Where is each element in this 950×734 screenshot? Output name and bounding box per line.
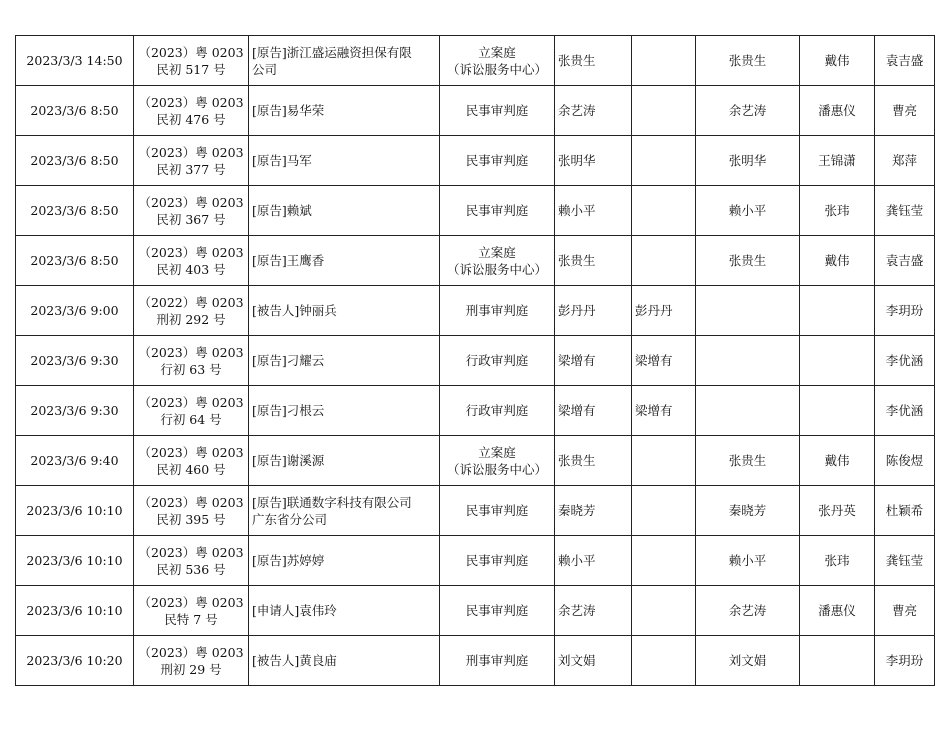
case-number-cell-line: 民初 536 号 (156, 561, 226, 577)
clerk-cell (875, 436, 935, 486)
judge-cell-text: 彭丹丹 (558, 303, 596, 318)
case-number-cell-line: 刑初 292 号 (156, 311, 226, 327)
undertaking-judge-cell (632, 186, 696, 236)
tribunal-cell (440, 286, 555, 336)
case-number-cell-line: 民特 7 号 (164, 611, 218, 627)
party-cell (249, 136, 440, 186)
case-number-cell (134, 236, 249, 286)
clerk-cell (875, 336, 935, 386)
party-cell (249, 586, 440, 636)
hearing-time-cell (16, 486, 134, 536)
judge-cell (555, 586, 632, 636)
tribunal-cell-line: （诉讼服务中心） (446, 261, 547, 277)
party-cell-line: 广东省分公司 (252, 511, 328, 527)
tribunal-cell (440, 136, 555, 186)
table-row (16, 586, 935, 636)
party-cell-line: [原告]刁耀云 (252, 353, 325, 368)
case-number-cell-line: （2023）粤 0203 (138, 244, 244, 260)
undertaking-judge-cell-text: 梁增有 (635, 403, 673, 418)
judge-cell (555, 236, 632, 286)
clerk-cell (875, 586, 935, 636)
tribunal-cell (440, 36, 555, 86)
undertaking-judge-cell (632, 436, 696, 486)
table-row (16, 86, 935, 136)
clerk-cell-text: 袁吉盛 (885, 253, 924, 268)
clerk-cell (875, 136, 935, 186)
tribunal-cell-line: 民事审判庭 (465, 603, 529, 618)
case-number-cell-line: （2023）粤 0203 (138, 594, 244, 610)
tribunal-cell-line: 刑事审判庭 (465, 303, 529, 318)
tribunal-cell-line: 行政审判庭 (465, 353, 529, 368)
clerk-cell-text: 曹亮 (891, 603, 917, 618)
panel-member-cell (800, 386, 875, 436)
judge-cell (555, 436, 632, 486)
party-cell-line: [原告]浙江盛运融资担保有限 (252, 44, 412, 60)
panel-member-cell (800, 86, 875, 136)
presiding-judge-cell (696, 386, 800, 436)
tribunal-cell-line: 行政审判庭 (465, 403, 529, 418)
table-row (16, 286, 935, 336)
panel-member-cell-text: 戴伟 (824, 253, 850, 268)
clerk-cell (875, 486, 935, 536)
panel-member-cell-text: 戴伟 (824, 53, 850, 68)
table-row (16, 136, 935, 186)
party-cell (249, 386, 440, 436)
hearing-time-cell-text: 2023/3/6 8:50 (30, 103, 119, 118)
hearing-time-cell (16, 386, 134, 436)
case-number-cell-line: （2023）粤 0203 (138, 94, 244, 110)
judge-cell-text: 梁增有 (558, 353, 596, 368)
party-cell (249, 636, 440, 686)
hearing-time-cell (16, 36, 134, 86)
clerk-cell-text: 郑萍 (891, 153, 917, 168)
hearing-time-cell-text: 2023/3/6 9:30 (30, 403, 119, 418)
presiding-judge-cell-text: 张明华 (728, 153, 767, 168)
party-cell-line: [原告]赖斌 (252, 203, 312, 218)
hearing-time-cell (16, 286, 134, 336)
case-number-cell (134, 86, 249, 136)
case-number-cell-line: （2023）粤 0203 (138, 444, 244, 460)
undertaking-judge-cell (632, 336, 696, 386)
case-number-cell-line: 行初 64 号 (160, 411, 222, 427)
party-cell (249, 286, 440, 336)
hearing-time-cell (16, 636, 134, 686)
case-number-cell-line: （2023）粤 0203 (138, 644, 244, 660)
party-cell (249, 536, 440, 586)
undertaking-judge-cell (632, 486, 696, 536)
undertaking-judge-cell (632, 536, 696, 586)
party-cell-line: [原告]马军 (252, 153, 312, 168)
presiding-judge-cell (696, 636, 800, 686)
presiding-judge-cell-text: 张贵生 (728, 53, 767, 68)
case-number-cell-line: （2023）粤 0203 (138, 144, 244, 160)
panel-member-cell-text: 张丹英 (818, 503, 856, 518)
presiding-judge-cell-text: 刘文娟 (728, 653, 767, 668)
hearing-time-cell (16, 586, 134, 636)
clerk-cell-text: 曹亮 (891, 103, 917, 118)
hearing-time-cell (16, 186, 134, 236)
presiding-judge-cell (696, 436, 800, 486)
hearing-time-cell-text: 2023/3/3 14:50 (26, 53, 123, 68)
case-number-cell-line: （2023）粤 0203 (138, 194, 244, 210)
judge-cell (555, 536, 632, 586)
hearing-time-cell-text: 2023/3/6 10:10 (26, 503, 123, 518)
case-number-cell (134, 436, 249, 486)
undertaking-judge-cell (632, 286, 696, 336)
case-number-cell (134, 286, 249, 336)
judge-cell (555, 286, 632, 336)
case-number-cell (134, 336, 249, 386)
presiding-judge-cell-text: 余艺涛 (728, 603, 767, 618)
presiding-judge-cell-text: 秦晓芳 (728, 503, 767, 518)
presiding-judge-cell-text: 张贵生 (728, 253, 767, 268)
presiding-judge-cell (696, 486, 800, 536)
panel-member-cell (800, 236, 875, 286)
hearing-time-cell-text: 2023/3/6 8:50 (30, 153, 119, 168)
party-cell (249, 36, 440, 86)
undertaking-judge-cell (632, 36, 696, 86)
party-cell-line: [原告]易华荣 (252, 103, 325, 118)
presiding-judge-cell-text: 赖小平 (728, 203, 767, 218)
panel-member-cell (800, 336, 875, 386)
tribunal-cell (440, 386, 555, 436)
clerk-cell (875, 236, 935, 286)
tribunal-cell-line: 立案庭 (478, 44, 516, 60)
table-row (16, 436, 935, 486)
judge-cell-text: 余艺涛 (558, 603, 596, 618)
presiding-judge-cell (696, 236, 800, 286)
undertaking-judge-cell (632, 136, 696, 186)
presiding-judge-cell (696, 286, 800, 336)
panel-member-cell-text: 王锦潇 (818, 153, 856, 168)
presiding-judge-cell (696, 136, 800, 186)
panel-member-cell-text: 张玮 (824, 203, 850, 218)
table-row (16, 186, 935, 236)
undertaking-judge-cell (632, 586, 696, 636)
case-number-cell (134, 486, 249, 536)
panel-member-cell-text: 潘惠仪 (818, 603, 856, 618)
judge-cell (555, 386, 632, 436)
judge-cell (555, 486, 632, 536)
hearing-time-cell (16, 536, 134, 586)
undertaking-judge-cell (632, 236, 696, 286)
clerk-cell-text: 杜颖希 (885, 503, 924, 518)
presiding-judge-cell-text: 余艺涛 (728, 103, 767, 118)
hearing-time-cell-text: 2023/3/6 9:00 (30, 303, 119, 318)
presiding-judge-cell-text: 赖小平 (728, 553, 767, 568)
table-row (16, 336, 935, 386)
clerk-cell-text: 李优涵 (885, 403, 924, 418)
case-number-cell-line: （2023）粤 0203 (138, 44, 244, 60)
party-cell-line: [原告]谢溪源 (252, 453, 325, 468)
table-body (16, 36, 935, 686)
case-number-cell-line: （2023）粤 0203 (138, 494, 244, 510)
undertaking-judge-cell-text: 梁增有 (635, 353, 673, 368)
undertaking-judge-cell (632, 386, 696, 436)
hearing-time-cell (16, 336, 134, 386)
panel-member-cell (800, 536, 875, 586)
tribunal-cell (440, 636, 555, 686)
tribunal-cell (440, 86, 555, 136)
table-row (16, 636, 935, 686)
table-row (16, 36, 935, 86)
tribunal-cell (440, 536, 555, 586)
presiding-judge-cell (696, 186, 800, 236)
tribunal-cell (440, 336, 555, 386)
clerk-cell (875, 86, 935, 136)
judge-cell-text: 赖小平 (558, 203, 596, 218)
hearing-time-cell-text: 2023/3/6 10:20 (26, 653, 123, 668)
presiding-judge-cell (696, 536, 800, 586)
hearing-time-cell (16, 436, 134, 486)
case-number-cell-line: 民初 395 号 (156, 511, 226, 527)
party-cell (249, 86, 440, 136)
tribunal-cell-line: 立案庭 (478, 444, 516, 460)
panel-member-cell (800, 586, 875, 636)
presiding-judge-cell (696, 336, 800, 386)
clerk-cell-text: 陈俊煜 (885, 453, 924, 468)
clerk-cell-text: 李优涵 (885, 353, 924, 368)
clerk-cell (875, 36, 935, 86)
presiding-judge-cell-text: 张贵生 (728, 453, 767, 468)
hearing-time-cell-text: 2023/3/6 10:10 (26, 603, 123, 618)
party-cell-line: [被告人]钟丽兵 (252, 303, 337, 318)
hearing-time-cell-text: 2023/3/6 8:50 (30, 203, 119, 218)
hearing-time-cell (16, 86, 134, 136)
case-number-cell-line: 民初 517 号 (156, 61, 226, 77)
panel-member-cell (800, 186, 875, 236)
judge-cell (555, 136, 632, 186)
panel-member-cell-text: 戴伟 (824, 453, 850, 468)
tribunal-cell (440, 586, 555, 636)
tribunal-cell-line: 立案庭 (478, 244, 516, 260)
case-number-cell-line: 行初 63 号 (160, 361, 222, 377)
hearing-time-cell-text: 2023/3/6 9:30 (30, 353, 119, 368)
case-number-cell-line: （2023）粤 0203 (138, 394, 244, 410)
presiding-judge-cell (696, 36, 800, 86)
clerk-cell-text: 李玥玢 (885, 303, 924, 318)
clerk-cell (875, 636, 935, 686)
case-number-cell-line: 民初 367 号 (156, 211, 226, 227)
hearing-time-cell-text: 2023/3/6 9:40 (30, 453, 119, 468)
undertaking-judge-cell-text: 彭丹丹 (635, 303, 673, 318)
party-cell-line: [原告]联通数字科技有限公司 (252, 494, 412, 510)
judge-cell-text: 梁增有 (558, 403, 596, 418)
panel-member-cell (800, 436, 875, 486)
hearing-schedule-table (15, 35, 935, 686)
panel-member-cell-text: 潘惠仪 (818, 103, 856, 118)
hearing-time-cell-text: 2023/3/6 8:50 (30, 253, 119, 268)
tribunal-cell-line: 民事审判庭 (465, 203, 529, 218)
clerk-cell-text: 龚钰莹 (885, 553, 924, 568)
case-number-cell-line: （2023）粤 0203 (138, 344, 244, 360)
case-number-cell-line: 民初 460 号 (156, 461, 226, 477)
tribunal-cell-line: 刑事审判庭 (465, 653, 529, 668)
table-row (16, 236, 935, 286)
case-number-cell (134, 36, 249, 86)
undertaking-judge-cell (632, 86, 696, 136)
panel-member-cell (800, 36, 875, 86)
tribunal-cell-line: 民事审判庭 (465, 153, 529, 168)
panel-member-cell (800, 136, 875, 186)
party-cell (249, 186, 440, 236)
presiding-judge-cell (696, 586, 800, 636)
undertaking-judge-cell (632, 636, 696, 686)
party-cell-line: [被告人]黄良庙 (252, 653, 337, 668)
panel-member-cell (800, 286, 875, 336)
case-number-cell-line: 刑初 29 号 (160, 661, 222, 677)
clerk-cell (875, 186, 935, 236)
party-cell (249, 436, 440, 486)
case-number-cell-line: （2022）粤 0203 (138, 294, 244, 310)
judge-cell (555, 636, 632, 686)
table-row (16, 486, 935, 536)
table-row (16, 386, 935, 436)
party-cell-line: [原告]王鹰香 (252, 253, 325, 268)
judge-cell-text: 张明华 (558, 153, 596, 168)
clerk-cell-text: 李玥玢 (885, 653, 924, 668)
case-number-cell-line: 民初 377 号 (156, 161, 226, 177)
party-cell (249, 236, 440, 286)
clerk-cell-text: 龚钰莹 (885, 203, 924, 218)
party-cell (249, 486, 440, 536)
panel-member-cell (800, 636, 875, 686)
judge-cell-text: 赖小平 (558, 553, 596, 568)
tribunal-cell (440, 436, 555, 486)
case-number-cell (134, 636, 249, 686)
case-number-cell (134, 136, 249, 186)
panel-member-cell-text: 张玮 (824, 553, 850, 568)
case-number-cell-line: 民初 476 号 (156, 111, 226, 127)
hearing-time-cell (16, 136, 134, 186)
judge-cell-text: 张贵生 (558, 53, 596, 68)
judge-cell (555, 336, 632, 386)
party-cell (249, 336, 440, 386)
panel-member-cell (800, 486, 875, 536)
party-cell-line: [原告]刁根云 (252, 403, 325, 418)
case-number-cell-line: （2023）粤 0203 (138, 544, 244, 560)
table-row (16, 536, 935, 586)
party-cell-line: [申请人]袁伟玲 (252, 603, 337, 618)
clerk-cell (875, 386, 935, 436)
tribunal-cell (440, 486, 555, 536)
party-cell-line: 公司 (252, 61, 278, 77)
judge-cell-text: 张贵生 (558, 253, 596, 268)
presiding-judge-cell (696, 86, 800, 136)
case-number-cell (134, 586, 249, 636)
clerk-cell (875, 286, 935, 336)
judge-cell-text: 余艺涛 (558, 103, 596, 118)
party-cell-line: [原告]苏婷婷 (252, 553, 325, 568)
judge-cell-text: 张贵生 (558, 453, 596, 468)
tribunal-cell-line: 民事审判庭 (465, 553, 529, 568)
case-number-cell-line: 民初 403 号 (156, 261, 226, 277)
judge-cell (555, 186, 632, 236)
case-number-cell (134, 386, 249, 436)
case-number-cell (134, 186, 249, 236)
judge-cell (555, 36, 632, 86)
hearing-time-cell-text: 2023/3/6 10:10 (26, 553, 123, 568)
tribunal-cell-line: 民事审判庭 (465, 103, 529, 118)
tribunal-cell-line: 民事审判庭 (465, 503, 529, 518)
case-number-cell (134, 536, 249, 586)
clerk-cell (875, 536, 935, 586)
tribunal-cell-line: （诉讼服务中心） (446, 61, 547, 77)
clerk-cell-text: 袁吉盛 (885, 53, 924, 68)
tribunal-cell (440, 186, 555, 236)
judge-cell (555, 86, 632, 136)
judge-cell-text: 秦晓芳 (558, 503, 596, 518)
tribunal-cell (440, 236, 555, 286)
judge-cell-text: 刘文娟 (558, 653, 596, 668)
tribunal-cell-line: （诉讼服务中心） (446, 461, 547, 477)
hearing-time-cell (16, 236, 134, 286)
